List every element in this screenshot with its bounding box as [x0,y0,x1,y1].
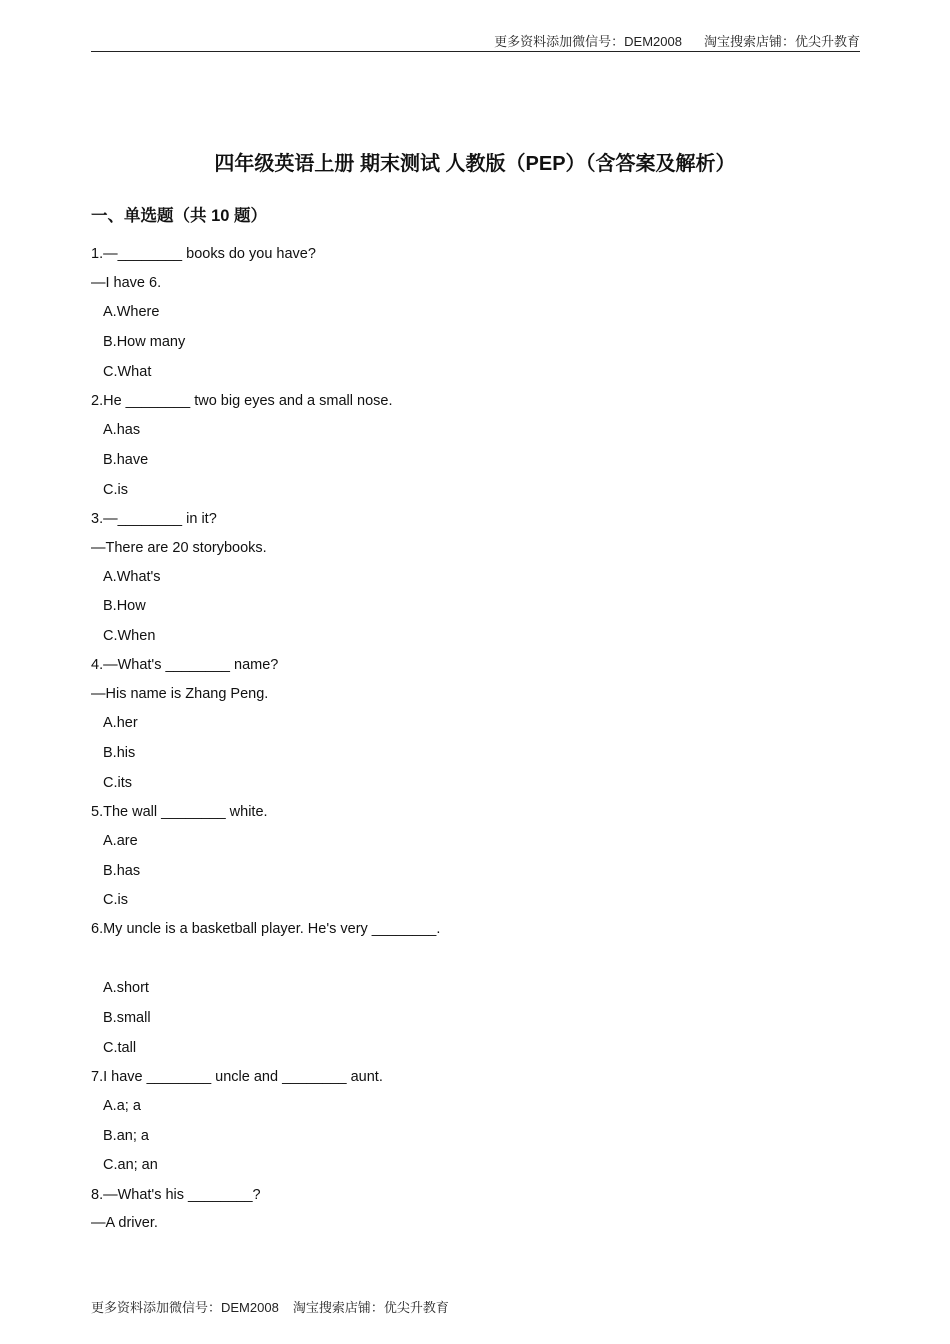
question-3-option-c: C.When [103,628,156,644]
question-3-stem: 3.—________ in it? [91,511,217,527]
footer-wechat-text: 更多资料添加微信号：DEM2008 [91,1300,279,1315]
question-4-stem: 4.—What's ________ name? [91,657,279,673]
question-7-option-b: B.an; a [103,1128,149,1144]
question-6-option-a: A.short [103,980,149,996]
question-2-option-b: B.have [103,452,149,468]
question-4-option-c: C.its [103,775,132,791]
page-footer [91,1299,449,1317]
document-title: 四年级英语上册 期末测试 人教版（PEP）（含答案及解析） [214,153,736,175]
question-1-option-b: B.How many [103,334,186,350]
header-shop-text: 淘宝搜索店铺：优尖升教育 [703,34,860,49]
question-1-stem: 1.—________ books do you have? [91,246,316,262]
question-4-reply: —His name is Zhang Peng. [91,686,269,702]
question-2-stem: 2.He ________ two big eyes and a small nose. [91,393,393,409]
page-header [91,33,860,52]
question-7-option-a: A.a; a [103,1098,141,1114]
question-3-reply: —There are 20 storybooks. [91,540,267,556]
question-7-option-c: C.an; an [103,1157,158,1173]
question-6-stem: 6.My uncle is a basketball player. He's very ________. [91,921,441,937]
question-5-stem: 5.The wall ________ white. [91,804,268,820]
question-6-option-b: B.small [103,1010,151,1026]
question-3-option-b: B.How [103,598,146,614]
question-8-reply: —A driver. [91,1215,158,1231]
header-wechat-text: 更多资料添加微信号：DEM2008 [494,34,682,49]
question-5-option-b: B.has [103,863,141,879]
question-4-option-a: A.her [103,715,138,731]
question-2-option-a: A.has [103,422,141,438]
question-1-reply: —I have 6. [91,275,162,291]
question-1-option-a: A.Where [103,304,160,320]
question-4-option-b: B.his [103,745,136,761]
footer-shop-text: 淘宝搜索店铺：优尖升教育 [292,1300,449,1315]
question-7-stem: 7.I have ________ uncle and ________ aunt. [91,1069,383,1085]
question-1-option-c: C.What [103,364,152,380]
question-5-option-a: A.are [103,833,138,849]
question-8-stem: 8.—What's his ________? [91,1187,261,1203]
section-heading: 一、单选题（共 10 题） [91,207,268,225]
question-5-option-c: C.is [103,892,128,908]
question-6-option-c: C.tall [103,1040,137,1056]
question-2-option-c: C.is [103,482,128,498]
question-3-option-a: A.What's [103,569,161,585]
